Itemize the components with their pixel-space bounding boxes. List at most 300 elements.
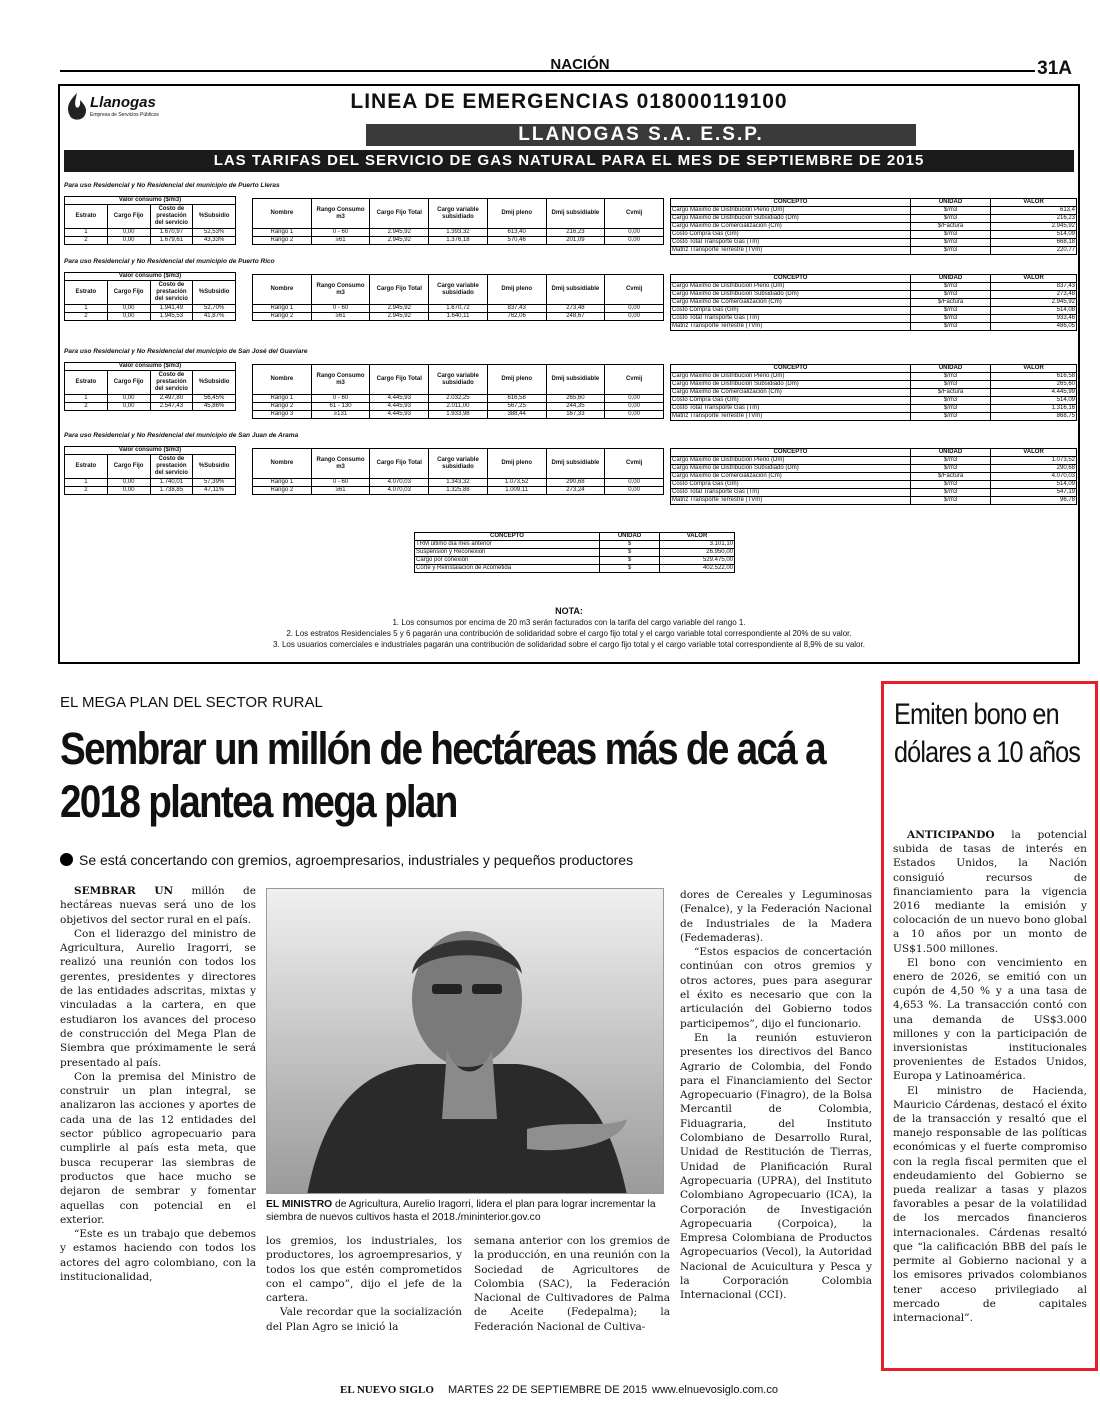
sidebar-body xyxy=(893,828,1087,1364)
table-row xyxy=(65,395,236,403)
table-row xyxy=(415,557,735,565)
range-col-header: Cargo Fijo Total xyxy=(370,275,429,305)
table-row xyxy=(65,403,236,411)
table-cell: 0,00 xyxy=(605,395,664,403)
range-col-header: Cargo variable subsidiado xyxy=(429,275,488,305)
table-row xyxy=(253,411,664,419)
table-cell: 1 xyxy=(65,305,108,313)
municipality-title: Para uso Residencial y No Residencial del municipio de Puerto Lleras xyxy=(64,182,280,189)
table-cell: $/m3 xyxy=(911,215,991,223)
table-row xyxy=(671,381,1077,389)
strata-table xyxy=(64,362,236,411)
strata-col-header: %Subsidio xyxy=(193,371,236,395)
emergency-line: LINEA DE EMERGENCIAS 018000119100 xyxy=(350,90,788,113)
table-cell: 616,58 xyxy=(991,373,1077,381)
table-row xyxy=(671,207,1077,215)
table-cell: Matriz Transporte Terrestre (TVm) xyxy=(671,497,911,505)
paragraph xyxy=(680,888,872,945)
range-col-header: Dmij pleno xyxy=(487,199,546,229)
strata-col-header: Costo de prestación del servicio xyxy=(150,371,193,395)
table-cell: 0,00 xyxy=(605,313,664,321)
table-row xyxy=(671,223,1077,231)
paragraph-text: millón de hectáreas nuevas será uno de los objetivos del sector rural en el país. xyxy=(60,885,256,926)
table-cell: 290,68 xyxy=(546,479,605,487)
company-banner: LLANOGAS S.A. E.S.P. xyxy=(366,124,916,146)
range-col-header: Cvmij xyxy=(605,365,664,395)
gas-tariff-ad xyxy=(58,84,1080,664)
strata-col-header: %Subsidio xyxy=(193,455,236,479)
table-cell: 45,86% xyxy=(193,403,236,411)
range-col-header: Dmij subsidiable xyxy=(546,275,605,305)
table-cell: $/m3 xyxy=(911,497,991,505)
table-row xyxy=(65,479,236,487)
range-col-header: Cvmij xyxy=(605,275,664,305)
table-cell: 61 - 130 xyxy=(311,403,370,411)
table-cell: $ xyxy=(600,557,660,565)
logo-tagline: Empresa de Servicios Públicos xyxy=(90,112,159,118)
table-cell: 1.670,97 xyxy=(150,229,193,237)
table-cell: 265,60 xyxy=(991,381,1077,389)
caption-text: de Agricultura, Aurelio Iragorri, lidera el plan para lograr incrementar la siembra de nuevos cultivos hasta el 2018./mininterior.gov.co xyxy=(266,1199,656,1223)
table-cell: $/m3 xyxy=(911,489,991,497)
paragraph xyxy=(60,927,256,1070)
table-cell: 0,00 xyxy=(107,229,150,237)
table-cell: 1.740,01 xyxy=(150,479,193,487)
range-col-header: Dmij subsidiable xyxy=(546,449,605,479)
table-cell: 1.738,85 xyxy=(150,487,193,495)
paragraph-text: la potencial subida de tasas de interés en Estados Unidos, la Nación consiguió recursos de financiamiento para la vigencia 2016 mediante la emisión y colocación de un nuevo bono global a 10 años por un monto de US$1.500 millones. xyxy=(893,829,1087,955)
table-cell: 57,39% xyxy=(193,479,236,487)
col-header-valor: VALOR xyxy=(660,533,735,541)
table-cell: 1.343,32 xyxy=(429,479,488,487)
range-col-header: Cargo variable subsidiado xyxy=(429,365,488,395)
table-cell: $/m3 xyxy=(911,307,991,315)
table-cell: 4.070,03 xyxy=(991,473,1077,481)
table-cell: 1 xyxy=(65,479,108,487)
table-cell: $/m3 xyxy=(911,465,991,473)
table-cell: 265,60 xyxy=(546,395,605,403)
range-col-header: Nombre xyxy=(253,275,312,305)
article-subhead xyxy=(60,852,860,868)
table-cell: 2 xyxy=(65,313,108,321)
table-cell: $/Factura xyxy=(911,473,991,481)
table-cell: Cargo Máximo de Distribución Pleno (Dm) xyxy=(671,283,911,291)
table-cell: 1.009,11 xyxy=(487,487,546,495)
table-cell: 1.376,18 xyxy=(429,237,488,245)
concept-col-header: UNIDAD xyxy=(911,365,991,373)
caption-lead: EL MINISTRO xyxy=(266,1199,333,1210)
table-cell: 52,70% xyxy=(193,305,236,313)
table-cell: Cargo Máximo de Distribución Subsidiado (Dm) xyxy=(671,215,911,223)
strata-col-header: Costo de prestación del servicio xyxy=(150,455,193,479)
table-cell: 1.640,11 xyxy=(429,313,488,321)
table-cell: ≥61 xyxy=(311,487,370,495)
concept-col-header: VALOR xyxy=(991,365,1077,373)
table-cell: Costo Total Transporte Gas (Tm) xyxy=(671,315,911,323)
table-cell: 1 xyxy=(65,395,108,403)
sidebar-title: Emiten bono en dólares a 10 años xyxy=(894,698,1081,769)
table-cell: Rango 2 xyxy=(253,313,312,321)
minister-photo xyxy=(266,888,664,1194)
table-cell: 0,00 xyxy=(107,403,150,411)
table-cell: 0,00 xyxy=(605,411,664,419)
strata-col-header: Cargo Fijo xyxy=(107,455,150,479)
range-col-header: Rango Consumo m3 xyxy=(311,199,370,229)
table-cell: 2.032,25 xyxy=(429,395,488,403)
table-cell: Cargo Máximo de Distribución Pleno (Dm) xyxy=(671,207,911,215)
tariff-banner: LAS TARIFAS DEL SERVICIO DE GAS NATURAL PARA EL MES DE SEPTIEMBRE DE 2015 xyxy=(64,150,1074,172)
paragraph xyxy=(266,1234,462,1305)
photo-caption xyxy=(266,1198,664,1224)
table-cell: 220,77 xyxy=(991,247,1077,255)
table-row xyxy=(253,313,664,321)
table-cell: Costo Total Transporte Gas (Tm) xyxy=(671,239,911,247)
table-cell: 3.101,10 xyxy=(660,541,735,549)
table-row xyxy=(671,465,1077,473)
table-cell: 41,87% xyxy=(193,313,236,321)
table-cell: Costo Compra Gas (Gm) xyxy=(671,231,911,239)
table-row xyxy=(65,229,236,237)
table-cell: 402.522,00 xyxy=(660,565,735,573)
paragraph xyxy=(893,1084,1087,1325)
ranges-table xyxy=(252,364,664,419)
municipality-title: Para uso Residencial y No Residencial del municipio de Puerto Rico xyxy=(64,258,275,265)
table-cell: 244,35 xyxy=(546,403,605,411)
table-cell: 933,46 xyxy=(991,315,1077,323)
strata-col-header: Estrato xyxy=(65,205,108,229)
strata-group-header: Valor consumo ($/m3) xyxy=(65,273,236,281)
concept-col-header: UNIDAD xyxy=(911,449,991,457)
lead-in: ANTICIPANDO xyxy=(907,829,995,841)
table-cell: 0,00 xyxy=(107,395,150,403)
table-cell: 1.073,52 xyxy=(991,457,1077,465)
table-cell: Costo Compra Gas (Gm) xyxy=(671,481,911,489)
table-cell: 248,67 xyxy=(546,313,605,321)
table-cell: TRM último día mes anterior xyxy=(415,541,600,549)
table-cell: 837,43 xyxy=(487,305,546,313)
table-cell: $ xyxy=(600,541,660,549)
table-cell: $/m3 xyxy=(911,207,991,215)
concepts-table xyxy=(670,364,1077,421)
strata-col-header: Cargo Fijo xyxy=(107,281,150,305)
table-cell: $/m3 xyxy=(911,291,991,299)
table-row xyxy=(671,283,1077,291)
table-cell: 2.945,92 xyxy=(370,313,429,321)
table-cell: Cargo Máximo de Distribución Pleno (Dm) xyxy=(671,457,911,465)
table-cell: $/m3 xyxy=(911,315,991,323)
table-cell: 2.497,80 xyxy=(150,395,193,403)
paragraph-text: semana anterior con los gremios de la producción, en una reunión con la Sociedad de Agricultores de Colombia (SAC), la Federación Nacional de Cultivadores de Palma de Aceite (Fedepalma); la Federación Nacional de Cultiva- xyxy=(474,1235,670,1333)
table-row xyxy=(671,481,1077,489)
range-col-header: Dmij pleno xyxy=(487,365,546,395)
table-row xyxy=(65,237,236,245)
paragraph-text: “Este es un trabajo que debemos y estamos haciendo con todos los actores del agro colombiano, con la institucionalidad, xyxy=(60,1228,256,1284)
footer-date: MARTES 22 DE SEPTIEMBRE DE 2015 xyxy=(448,1384,648,1396)
table-row xyxy=(671,299,1077,307)
table-cell: 4.070,03 xyxy=(370,487,429,495)
table-cell: 868,75 xyxy=(991,413,1077,421)
paragraph xyxy=(893,956,1087,1084)
table-cell: $/m3 xyxy=(911,323,991,331)
table-cell: 96,78 xyxy=(991,497,1077,505)
table-cell: 2 xyxy=(65,237,108,245)
table-cell: 56,45% xyxy=(193,395,236,403)
table-cell: 2.945,92 xyxy=(991,223,1077,231)
table-cell: 1.393,32 xyxy=(429,229,488,237)
table-row xyxy=(415,541,735,549)
municipality-title: Para uso Residencial y No Residencial del municipio de San Juan de Arama xyxy=(64,432,299,439)
table-cell: 47,11% xyxy=(193,487,236,495)
paragraph xyxy=(680,945,872,1031)
table-row xyxy=(671,247,1077,255)
table-cell: Cargo Máximo de Distribución Subsidiado (Dm) xyxy=(671,465,911,473)
table-cell: 167,33 xyxy=(546,411,605,419)
table-cell: 4.445,93 xyxy=(370,403,429,411)
table-cell: 547,19 xyxy=(991,489,1077,497)
table-cell: Cargo Máximo de Comercialización (Cm) xyxy=(671,223,911,231)
table-cell: $ xyxy=(600,549,660,557)
table-cell: Cargo Máximo de Comercialización (Cm) xyxy=(671,473,911,481)
range-col-header: Nombre xyxy=(253,365,312,395)
range-col-header: Rango Consumo m3 xyxy=(311,449,370,479)
article-column-3 xyxy=(474,1234,670,1346)
table-row xyxy=(65,487,236,495)
header-rule xyxy=(60,70,1035,72)
paragraph xyxy=(680,1031,872,1303)
paragraph xyxy=(60,1227,256,1284)
table-cell: 4.445,99 xyxy=(991,389,1077,397)
table-cell: Costo Total Transporte Gas (Tm) xyxy=(671,489,911,497)
strata-group-header: Valor consumo ($/m3) xyxy=(65,197,236,205)
table-cell: 616,58 xyxy=(487,395,546,403)
table-row xyxy=(671,497,1077,505)
table-cell: 1.670,72 xyxy=(429,305,488,313)
concept-col-header: CONCEPTO xyxy=(671,449,911,457)
table-cell: Rango 1 xyxy=(253,229,312,237)
table-cell: 1.316,16 xyxy=(991,405,1077,413)
table-row xyxy=(671,215,1077,223)
table-row xyxy=(671,239,1077,247)
concept-col-header: VALOR xyxy=(991,275,1077,283)
concept-col-header: CONCEPTO xyxy=(671,199,911,207)
minister-portrait-image xyxy=(267,889,664,1194)
table-cell: 0,00 xyxy=(605,403,664,411)
table-cell: Cargo Máximo de Comercialización (Cm) xyxy=(671,299,911,307)
table-cell: 2.945,92 xyxy=(370,237,429,245)
table-row xyxy=(253,305,664,313)
table-cell: 0,00 xyxy=(107,479,150,487)
note-item: 1. Los consumos por encima de 20 m3 serán facturados con la tarifa del cargo variable del rango 1. xyxy=(392,618,746,627)
ranges-table xyxy=(252,448,664,495)
range-col-header: Cargo variable subsidiado xyxy=(429,449,488,479)
table-cell: 0,00 xyxy=(605,229,664,237)
table-cell: 0,00 xyxy=(107,313,150,321)
table-cell: 0,00 xyxy=(107,487,150,495)
table-row xyxy=(671,373,1077,381)
range-col-header: Cargo variable subsidiado xyxy=(429,199,488,229)
table-cell: 216,23 xyxy=(546,229,605,237)
table-cell: 52,53% xyxy=(193,229,236,237)
paragraph xyxy=(60,1070,256,1227)
strata-col-header: Estrato xyxy=(65,455,108,479)
table-cell: 514,09 xyxy=(991,481,1077,489)
table-cell: 613,40 xyxy=(487,229,546,237)
table-cell: $/m3 xyxy=(911,283,991,291)
table-row xyxy=(415,565,735,573)
table-cell: Costo Compra Gas (Gm) xyxy=(671,307,911,315)
section-label: NACIÓN xyxy=(550,56,610,73)
table-cell: 4.445,93 xyxy=(370,395,429,403)
notes-title: NOTA: xyxy=(555,606,583,616)
table-cell: 0,00 xyxy=(107,305,150,313)
concepts-table xyxy=(670,448,1077,505)
table-cell: Rango 1 xyxy=(253,479,312,487)
table-cell: $/m3 xyxy=(911,373,991,381)
table-cell: $/m3 xyxy=(911,457,991,465)
table-cell: 2 xyxy=(65,403,108,411)
range-col-header: Cargo Fijo Total xyxy=(370,199,429,229)
table-row xyxy=(65,305,236,313)
table-cell: 486,05 xyxy=(991,323,1077,331)
strata-table xyxy=(64,196,236,245)
table-cell: Costo Compra Gas (Gm) xyxy=(671,397,911,405)
article-kicker: EL MEGA PLAN DEL SECTOR RURAL xyxy=(60,694,323,711)
table-cell: Matriz Transporte Terrestre (TVm) xyxy=(671,413,911,421)
table-cell: 837,43 xyxy=(991,283,1077,291)
col-header-concepto: CONCEPTO xyxy=(415,533,600,541)
concept-col-header: CONCEPTO xyxy=(671,365,911,373)
paragraph xyxy=(266,1305,462,1334)
strata-col-header: %Subsidio xyxy=(193,205,236,229)
table-row xyxy=(65,313,236,321)
paragraph-text: Con la premisa del Ministro de construir un plan integral, se analizaron las acciones y aportes de cada una de las 12 entidades del sector público agropecuario para cumplirle al país esta meta, que busca recuperar las siembras de productos que hace mucho se dejaron de sembrar y fomentar aquellas con potencial en el exterior. xyxy=(60,1070,256,1226)
logo-name: Llanogas xyxy=(90,94,156,111)
table-cell: Costo Total Transporte Gas (Tm) xyxy=(671,405,911,413)
strata-table xyxy=(64,272,236,321)
table-row xyxy=(253,403,664,411)
footer-url: www.elnuevosiglo.com.co xyxy=(652,1384,778,1396)
range-col-header: Nombre xyxy=(253,199,312,229)
article-column-1 xyxy=(60,884,256,1348)
paragraph-text: Con el liderazgo del ministro de Agricultura, Aurelio Iragorri, se realizó una reunión con todos los gerentes, presidentes y directores de las entidades adscritas, mixtas y vinculadas a la cartera, en que estudiaron los avances del proceso de construcción del Mega Plan de Siembra que próximamente le será presentado al país. xyxy=(60,927,256,1069)
range-col-header: Cargo Fijo Total xyxy=(370,365,429,395)
subhead-text: Se está concertando con gremios, agroempresarios, industriales y pequeños productores xyxy=(79,852,634,868)
range-col-header: Rango Consumo m3 xyxy=(311,365,370,395)
notes xyxy=(60,606,1078,650)
table-row xyxy=(671,291,1077,299)
bullet-icon xyxy=(60,853,73,866)
table-cell: ≥61 xyxy=(311,237,370,245)
table-cell: 2.011,00 xyxy=(429,403,488,411)
strata-col-header: Costo de prestación del servicio xyxy=(150,205,193,229)
table-cell: 4.070,03 xyxy=(370,479,429,487)
table-row xyxy=(671,473,1077,481)
table-cell: 2.945,92 xyxy=(370,229,429,237)
table-cell: $/m3 xyxy=(911,413,991,421)
table-cell: 514,08 xyxy=(991,307,1077,315)
concepts-table xyxy=(670,198,1077,255)
table-cell: 2.945,92 xyxy=(370,305,429,313)
paragraph-text: En la reunión estuvieron presentes los directivos del Banco Agrario de Colombia, del Fondo para el Financiamiento del Sector Agropecuario (Finagro), de la Bolsa Mercantil de Colombia, Fiduagraria, del Instituto Colombiano de Desarrollo Rural, Unidad de Restitución de Tierras, Unidad de Planificación Rural Agropecuaria (UPRA), del Instituto Colombiano Agropecuario (ICA), la Corporación de Investigación Agropecuaria (Corpoica), la Empresa Colombiana de Productos Agropecuarios (Vecol), la Autoridad Nacional de Acuicultura y Pesca y la Corporación Colombia Internacional (CCI). xyxy=(680,1031,872,1302)
table-row xyxy=(671,457,1077,465)
concept-col-header: UNIDAD xyxy=(911,199,991,207)
table-cell: Rango 1 xyxy=(253,305,312,313)
table-cell: ≥61 xyxy=(311,313,370,321)
table-row xyxy=(671,413,1077,421)
table-cell: Cargo Máximo de Distribución Subsidiado (Dm) xyxy=(671,381,911,389)
range-col-header: Rango Consumo m3 xyxy=(311,275,370,305)
concept-col-header: CONCEPTO xyxy=(671,275,911,283)
table-cell: $/Factura xyxy=(911,223,991,231)
range-col-header: Cvmij xyxy=(605,449,664,479)
paragraph-text: El ministro de Hacienda, Mauricio Cárdenas, destacó el éxito de la transacción y resaltó que el manejo responsable de las políticas económicas y el fuerte compromiso con la regla fiscal permiten que el endeudamiento del Gobierno se pueda realizar a tasas y plazos favorables a pesar de la volatilidad de los mercados financieros internacionales. Cárdenas resaltó que “la calificación BBB del país le permite al Gobierno nacional y a los emisores privados colombianos tener acceso privilegiado al mercado de capitales internacional”. xyxy=(893,1084,1087,1324)
table-cell: 1.945,53 xyxy=(150,313,193,321)
table-cell: 43,33% xyxy=(193,237,236,245)
table-cell: Matriz Transporte Terrestre (TVm) xyxy=(671,247,911,255)
table-cell: $/Factura xyxy=(911,389,991,397)
table-cell: 201,09 xyxy=(546,237,605,245)
strata-table xyxy=(64,446,236,495)
table-cell: Rango 3 xyxy=(253,411,312,419)
table-cell: 0 - 60 xyxy=(311,229,370,237)
range-col-header: Dmij subsidiable xyxy=(546,365,605,395)
article-headline: Sembrar un millón de hectáreas más de acá a 2018 plantea mega plan xyxy=(60,723,825,827)
table-row xyxy=(415,549,735,557)
footer-paper: EL NUEVO SIGLO xyxy=(340,1384,434,1396)
strata-col-header: Cargo Fijo xyxy=(107,371,150,395)
table-cell: 0 - 60 xyxy=(311,395,370,403)
table-row xyxy=(671,315,1077,323)
table-cell: 668,18 xyxy=(991,239,1077,247)
table-cell: 514,09 xyxy=(991,397,1077,405)
table-cell: 762,06 xyxy=(487,313,546,321)
paragraph-text: Vale recordar que la socialización del Plan Agro se inició la xyxy=(266,1306,462,1333)
table-cell: 0,00 xyxy=(605,237,664,245)
paragraph-text: los gremios, los industriales, los productores, los agroempresarios, y todos los que estén comprometidos con el campo”, dijo el jefe de la cartera. xyxy=(266,1235,462,1305)
strata-col-header: Cargo Fijo xyxy=(107,205,150,229)
table-cell: 0,00 xyxy=(605,487,664,495)
table-cell: Corte y Reinstalación de Acometida xyxy=(415,565,600,573)
concepts-table xyxy=(670,274,1077,331)
table-cell: Cargo Máximo de Comercialización (Cm) xyxy=(671,389,911,397)
paragraph-text: dores de Cereales y Leguminosas (Fenalce), y la Federación Nacional de Industriales de la Madera (Fedemaderas). xyxy=(680,889,872,944)
concept-col-header: UNIDAD xyxy=(911,275,991,283)
table-cell: Rango 2 xyxy=(253,403,312,411)
table-cell: 4.445,93 xyxy=(370,411,429,419)
table-row xyxy=(671,405,1077,413)
table-cell: 0 - 60 xyxy=(311,479,370,487)
table-cell: 273,48 xyxy=(991,291,1077,299)
table-cell: 0,00 xyxy=(605,305,664,313)
table-cell: Rango 2 xyxy=(253,487,312,495)
col-header-unidad: UNIDAD xyxy=(600,533,660,541)
table-cell: Cargo por conexión xyxy=(415,557,600,565)
table-row xyxy=(253,479,664,487)
range-col-header: Cvmij xyxy=(605,199,664,229)
note-item: 3. Los usuarios comerciales e industriales pagarán una contribución de solidaridad sobre el cargo fijo total y el cargo variable total correspondiente al 8,9% de su valor. xyxy=(273,640,865,649)
strata-col-header: Costo de prestación del servicio xyxy=(150,281,193,305)
ranges-table xyxy=(252,198,664,245)
paragraph xyxy=(60,884,256,927)
table-cell: Matriz Transporte Terrestre (TVm) xyxy=(671,323,911,331)
paragraph-text: El bono con vencimiento en enero de 2026, se emitió con un cupón de 4,50 % y a una tasa de 4,653 %. La transacción contó con una demanda de US$3.000 millones y con la participación de inversionistas institucionales provenientes de Estados Unidos, Europa y Latinoamérica. xyxy=(893,956,1087,1083)
paragraph xyxy=(474,1234,670,1334)
table-cell: 2 xyxy=(65,487,108,495)
strata-col-header: Estrato xyxy=(65,281,108,305)
range-col-header: Cargo Fijo Total xyxy=(370,449,429,479)
strata-group-header: Valor consumo ($/m3) xyxy=(65,363,236,371)
article-column-4 xyxy=(680,888,872,1348)
